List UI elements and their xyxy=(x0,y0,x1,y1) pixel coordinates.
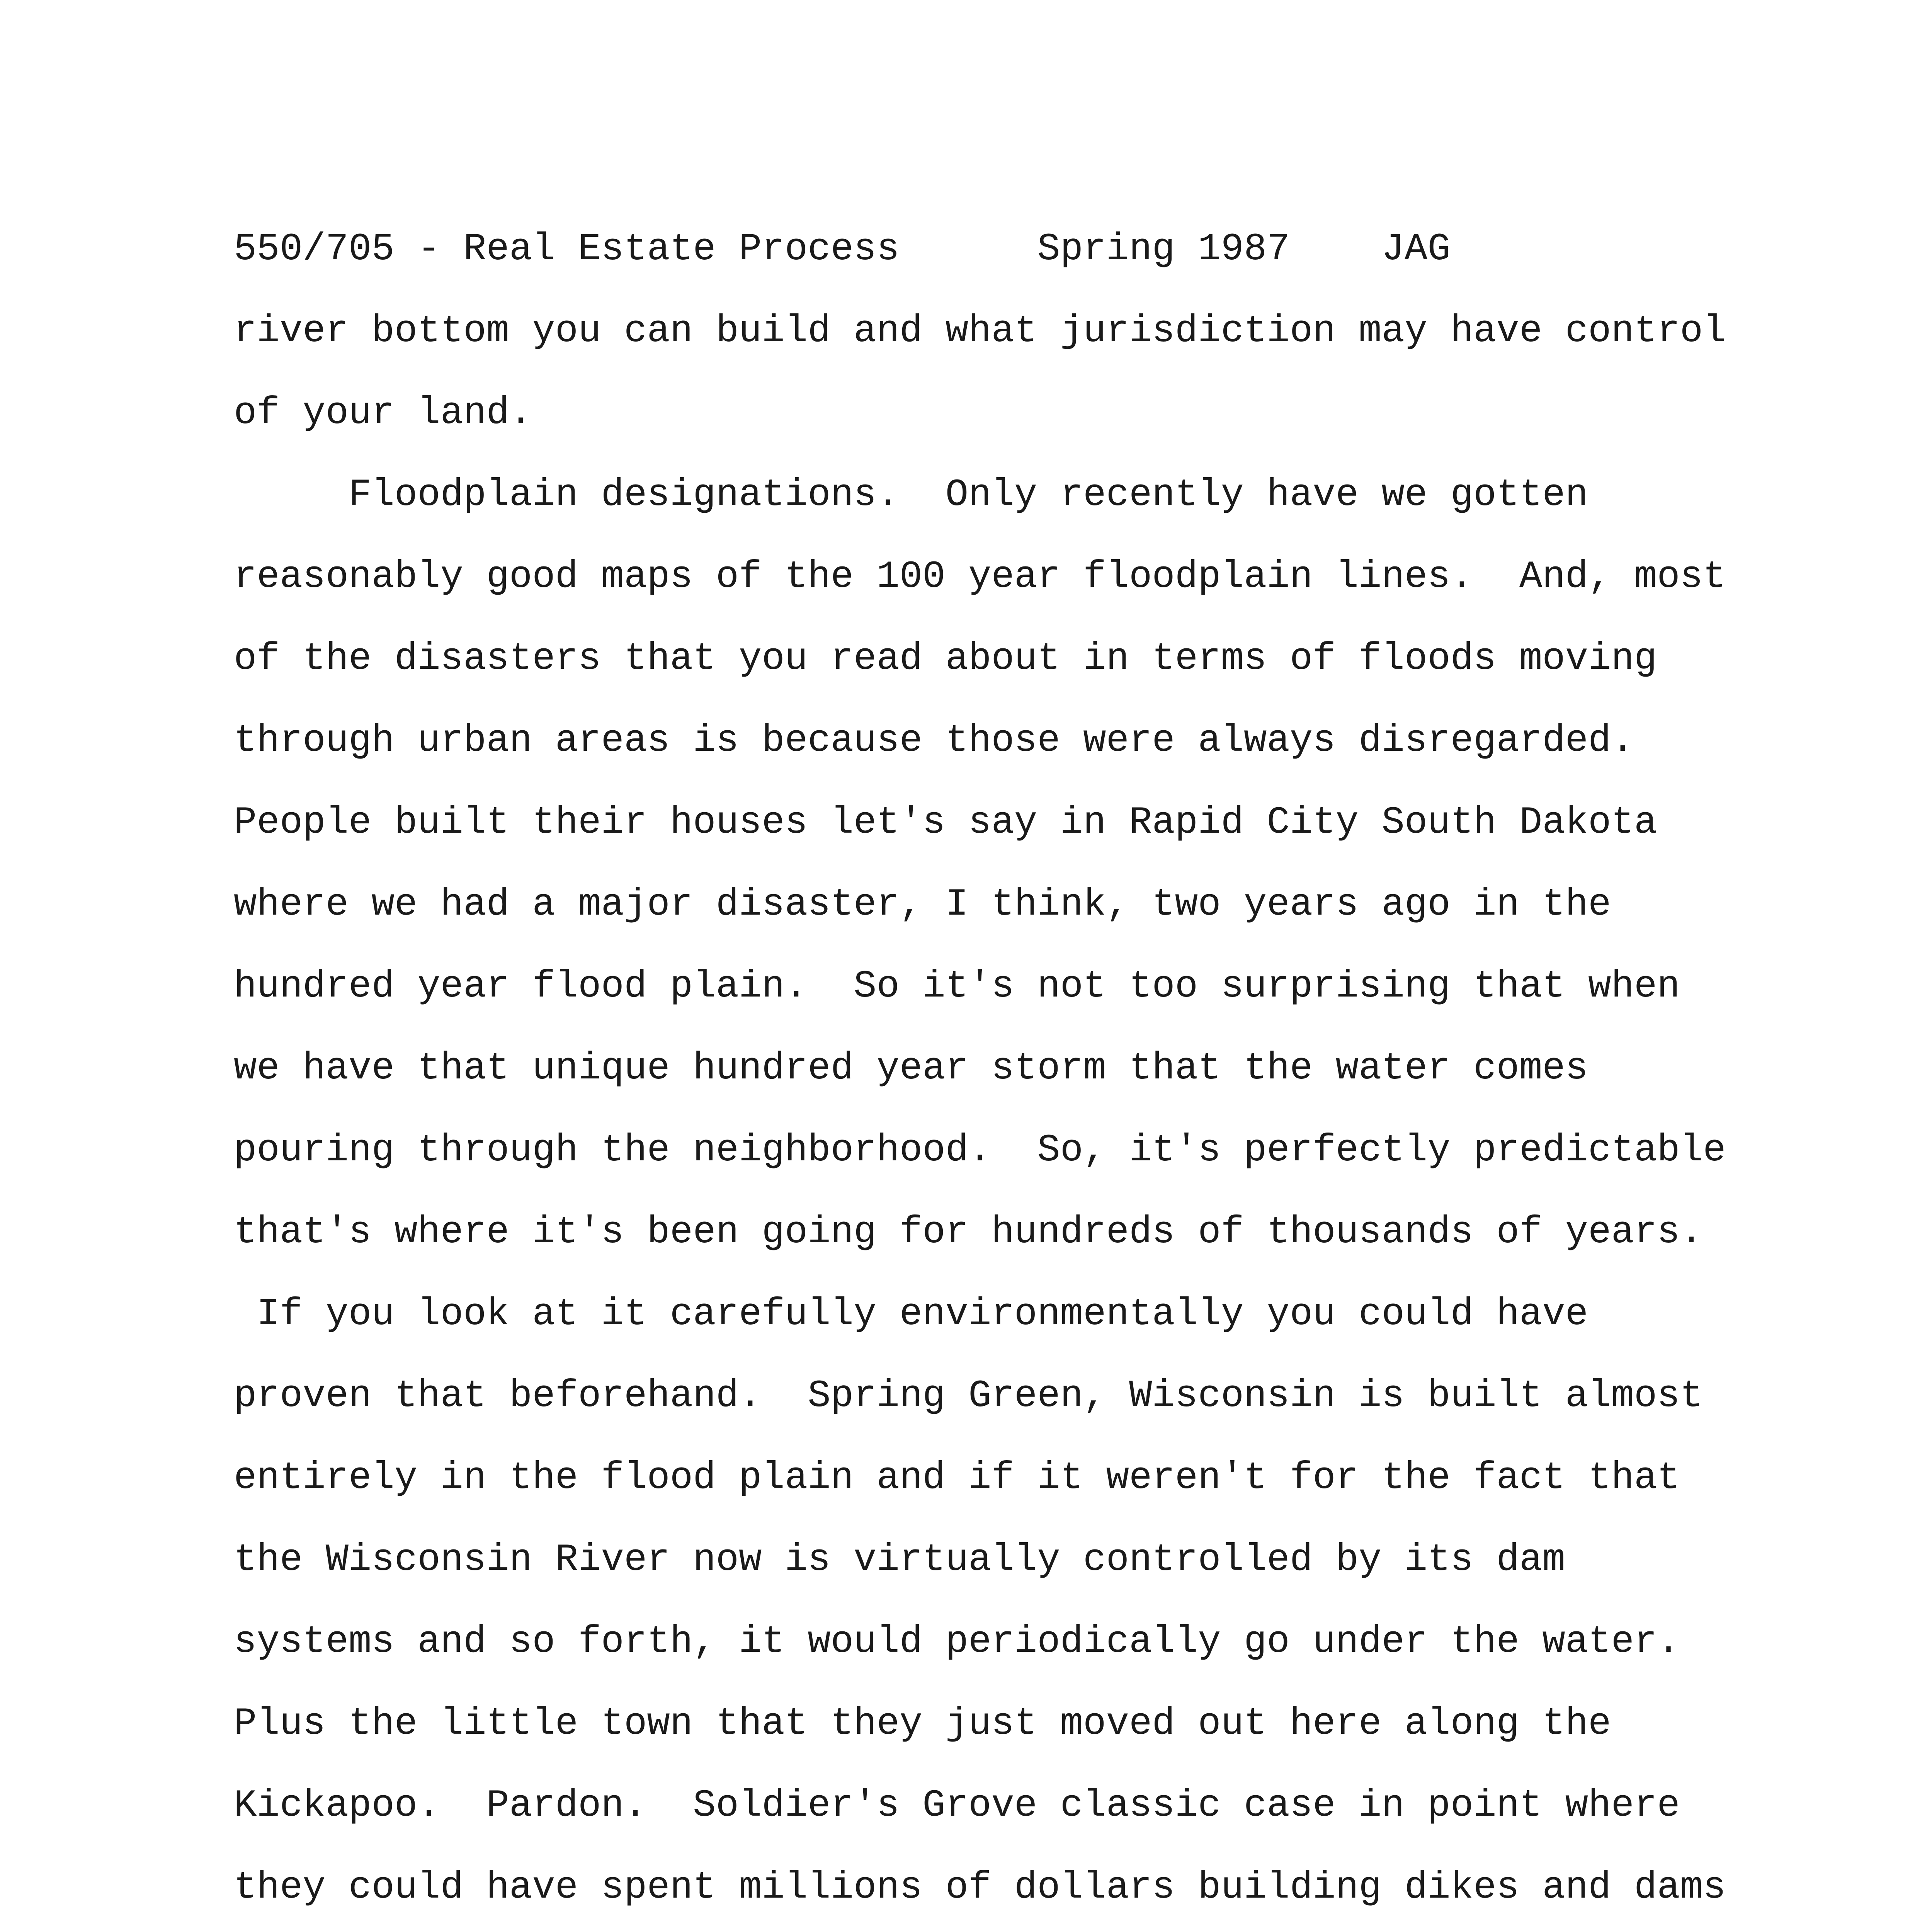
text-line: through urban areas is because those were always disregarded. xyxy=(234,719,1634,762)
text-line: they could have spent millions of dollars building dikes and dams xyxy=(234,1866,1726,1909)
text-line: of your land. xyxy=(234,391,532,435)
author-initials: JAG xyxy=(1381,228,1451,271)
text-line: we have that unique hundred year storm that the water comes xyxy=(234,1047,1588,1090)
term: Spring 1987 xyxy=(1037,228,1290,271)
text-line: that's where it's been going for hundreds of thousands of years. xyxy=(234,1211,1703,1254)
text-line: river bottom you can build and what jurisdiction may have control xyxy=(234,310,1726,353)
text-line: the Wisconsin River now is virtually controlled by its dam xyxy=(234,1538,1565,1582)
text-line: If you look at it carefully environmentally you could have xyxy=(234,1293,1588,1336)
body-text xyxy=(234,308,1779,1932)
text-line: Floodplain designations. Only recently have we gotten xyxy=(234,473,1588,517)
text-line: where we had a major disaster, I think, two years ago in the xyxy=(234,883,1611,926)
running-header xyxy=(234,226,1451,272)
text-line: Plus the little town that they just moved out here along the xyxy=(234,1702,1611,1745)
text-line: of the disasters that you read about in terms of floods moving xyxy=(234,637,1657,680)
text-line: hundred year flood plain. So it's not too surprising that when xyxy=(234,965,1680,1008)
text-line: reasonably good maps of the 100 year floodplain lines. And, most xyxy=(234,555,1726,599)
text-line: People built their houses let's say in Rapid City South Dakota xyxy=(234,801,1657,844)
course-title: 550/705 - Real Estate Process xyxy=(234,228,900,271)
text-line: pouring through the neighborhood. So, it's perfectly predictable xyxy=(234,1129,1726,1172)
text-line: Kickapoo. Pardon. Soldier's Grove classic case in point where xyxy=(234,1784,1680,1827)
text-line: entirely in the flood plain and if it weren't for the fact that xyxy=(234,1456,1680,1500)
text-line: systems and so forth, it would periodically go under the water. xyxy=(234,1620,1680,1663)
text-line: proven that beforehand. Spring Green, Wisconsin is built almost xyxy=(234,1374,1703,1418)
